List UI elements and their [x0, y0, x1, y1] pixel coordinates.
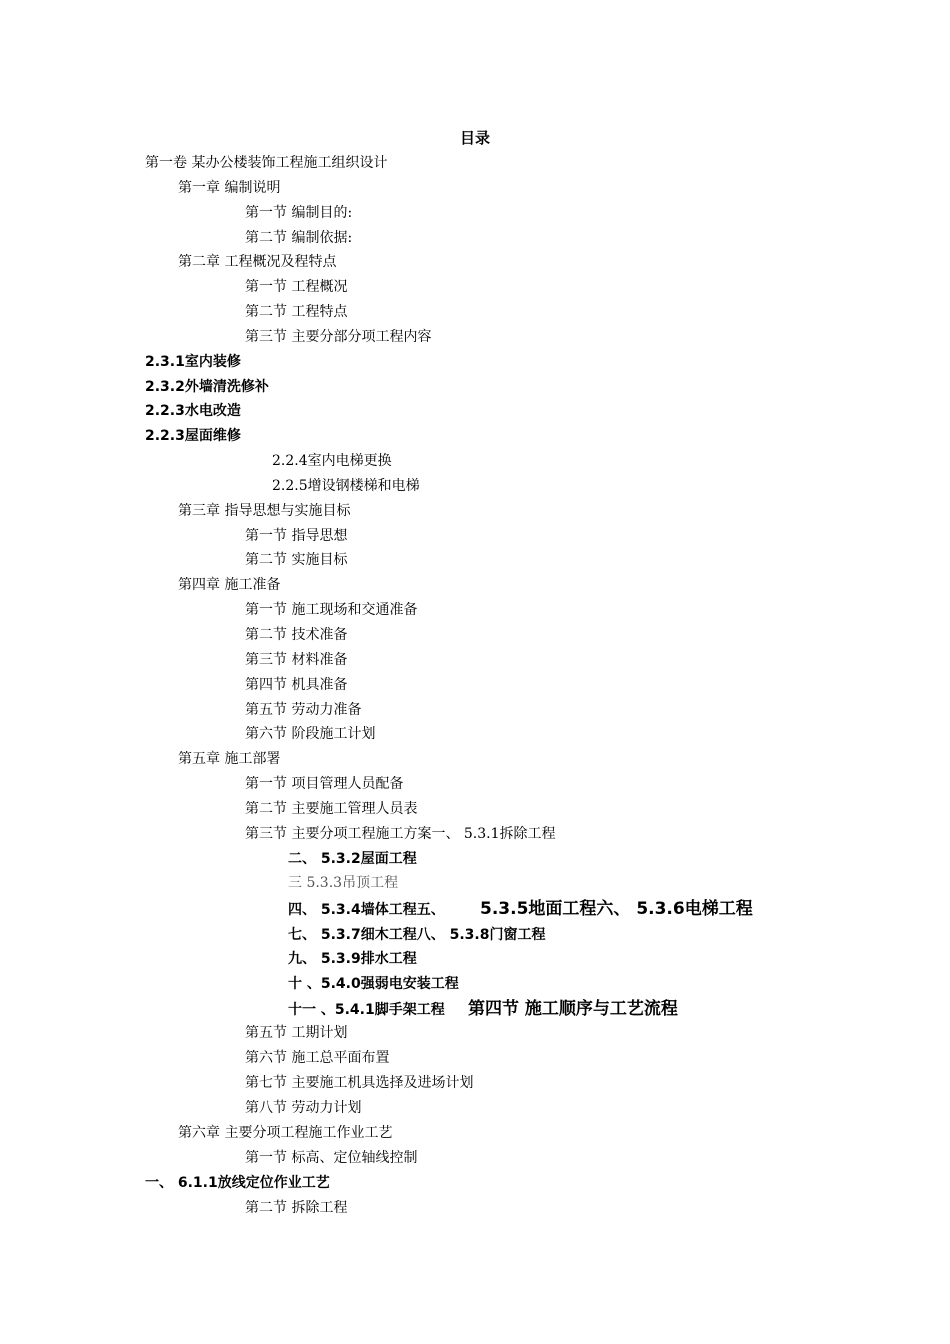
- toc-title: 目录: [459, 129, 490, 147]
- toc-section-4-5[interactable]: 第五节 劳动力准备: [245, 702, 362, 718]
- toc-chapter-3[interactable]: 第三章 指导思想与实施目标: [178, 503, 351, 519]
- toc-section-3-1[interactable]: 第一节 指导思想: [245, 528, 348, 544]
- toc-section-1-1[interactable]: 第一节 编制目的:: [245, 205, 353, 221]
- toc-chapter-4[interactable]: 第四章 施工准备: [178, 577, 281, 593]
- toc-item-5-3-2[interactable]: 二、 5.3.2屋面工程: [288, 851, 417, 867]
- toc-chapter-1[interactable]: 第一章 编制说明: [178, 180, 281, 196]
- toc-section-5-8[interactable]: 第八节 劳动力计划: [245, 1100, 362, 1116]
- toc-section-5-6[interactable]: 第六节 施工总平面布置: [245, 1050, 390, 1066]
- toc-section-4-2[interactable]: 第二节 技术准备: [245, 627, 348, 643]
- toc-chapter-6[interactable]: 第六章 主要分项工程施工作业工艺: [178, 1125, 393, 1141]
- toc-item-5-3-4[interactable]: 四、 5.3.4墙体工程五、: [288, 902, 445, 918]
- toc-section-4-4[interactable]: 第四节 机具准备: [245, 677, 348, 693]
- toc-item-2-3-2[interactable]: 2.3.2外墙清洗修补: [145, 379, 269, 395]
- toc-section-6-2[interactable]: 第二节 拆除工程: [245, 1200, 348, 1216]
- toc-item-5-4-1[interactable]: 十一 、5.4.1脚手架工程: [288, 1002, 445, 1018]
- toc-item-2-3-1[interactable]: 2.3.1室内装修: [145, 354, 241, 370]
- toc-section-5-7[interactable]: 第七节 主要施工机具选择及进场计划: [245, 1075, 474, 1091]
- toc-section-5-5[interactable]: 第五节 工期计划: [245, 1025, 348, 1041]
- toc-chapter-2[interactable]: 第二章 工程概况及程特点: [178, 254, 337, 270]
- toc-item-5-4-0[interactable]: 十 、5.4.0强弱电安装工程: [288, 976, 459, 992]
- toc-section-1-2[interactable]: 第二节 编制依据:: [245, 230, 353, 246]
- toc-section-5-4[interactable]: 第四节 施工顺序与工艺流程: [468, 999, 678, 1019]
- toc-section-2-3[interactable]: 第三节 主要分部分项工程内容: [245, 329, 432, 345]
- toc-item-5-3-5[interactable]: 5.3.5地面工程六、 5.3.6电梯工程: [480, 899, 753, 919]
- toc-item-2-2-3-b[interactable]: 2.2.3屋面维修: [145, 428, 241, 444]
- toc-item-2-2-5[interactable]: 2.2.5增设钢楼梯和电梯: [272, 478, 420, 494]
- toc-section-2-1[interactable]: 第一节 工程概况: [245, 279, 348, 295]
- toc-section-3-2[interactable]: 第二节 实施目标: [245, 552, 348, 568]
- toc-volume-1[interactable]: 第一卷 某办公楼装饰工程施工组织设计: [145, 155, 388, 171]
- toc-section-6-1[interactable]: 第一节 标高、定位轴线控制: [245, 1150, 418, 1166]
- toc-item-5-3-7[interactable]: 七、 5.3.7细木工程八、 5.3.8门窗工程: [288, 927, 546, 943]
- toc-item-6-1-1[interactable]: 一、 6.1.1放线定位作业工艺: [145, 1175, 330, 1191]
- toc-section-4-1[interactable]: 第一节 施工现场和交通准备: [245, 602, 418, 618]
- toc-section-5-2[interactable]: 第二节 主要施工管理人员表: [245, 801, 418, 817]
- toc-item-2-2-4[interactable]: 2.2.4室内电梯更换: [272, 453, 392, 469]
- toc-item-2-2-3-a[interactable]: 2.2.3水电改造: [145, 403, 241, 419]
- toc-section-5-3[interactable]: 第三节 主要分项工程施工方案一、 5.3.1拆除工程: [245, 826, 556, 842]
- toc-section-5-1[interactable]: 第一节 项目管理人员配备: [245, 776, 404, 792]
- toc-item-5-3-9[interactable]: 九、 5.3.9排水工程: [288, 951, 417, 967]
- toc-section-4-6[interactable]: 第六节 阶段施工计划: [245, 726, 376, 742]
- toc-item-5-3-3[interactable]: 三 5.3.3吊顶工程: [288, 875, 399, 891]
- toc-chapter-5[interactable]: 第五章 施工部署: [178, 751, 281, 767]
- toc-section-4-3[interactable]: 第三节 材料准备: [245, 652, 348, 668]
- toc-section-2-2[interactable]: 第二节 工程特点: [245, 304, 348, 320]
